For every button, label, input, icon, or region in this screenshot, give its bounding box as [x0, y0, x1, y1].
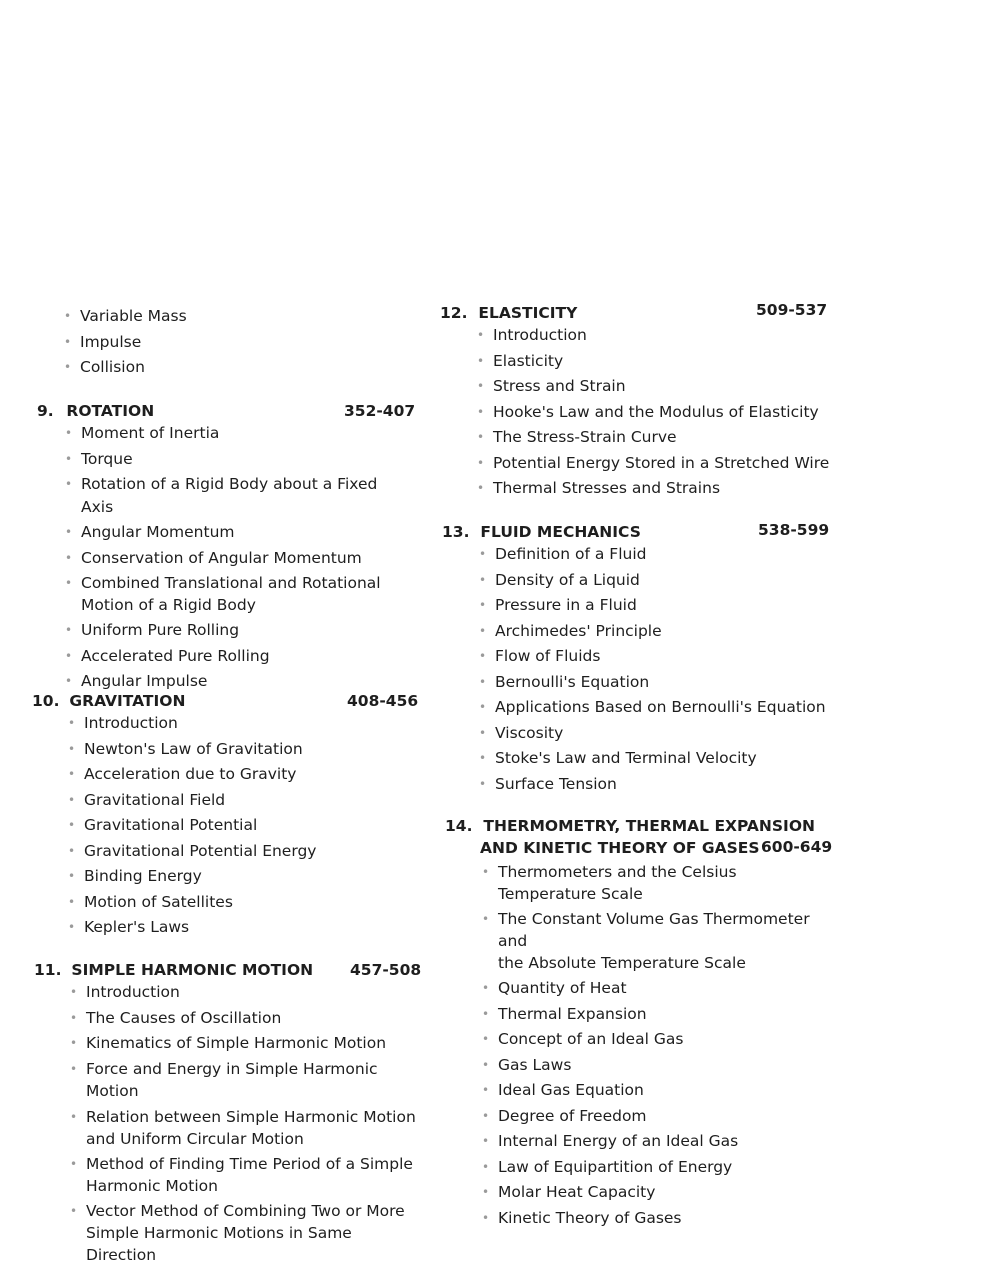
toc-item: • Kinetic Theory of Gases	[480, 1207, 835, 1230]
toc-item: • Angular Momentum	[63, 521, 412, 544]
toc-item: • Introduction	[475, 324, 830, 347]
toc-item: • Potential Energy Stored in a Stretched Wire	[475, 452, 830, 475]
toc-item: • Moment of Inertia	[63, 422, 412, 445]
toc-item: • Conservation of Angular Momentum	[63, 547, 412, 570]
toc-item: • Stress and Strain	[475, 375, 830, 398]
section-number: 12.	[440, 304, 468, 322]
section-heading	[445, 815, 835, 837]
toc-item: • Introduction	[68, 981, 419, 1004]
toc-item: • The Causes of Oscillation	[68, 1007, 419, 1030]
toc-item: • Angular Impulse	[63, 670, 412, 693]
toc-item: • Force and Energy in Simple Harmonic Motion	[68, 1058, 419, 1103]
section-rotation	[37, 400, 416, 696]
toc-item: • Pressure in a Fluid	[477, 594, 832, 617]
section-heading	[442, 521, 832, 543]
continued-items	[62, 305, 187, 382]
toc-item: • Stoke's Law and Terminal Velocity	[477, 747, 832, 770]
section-elasticity	[440, 302, 830, 503]
toc-item: • Introduction	[66, 712, 412, 735]
section-thermometry	[445, 815, 835, 1232]
section-heading	[440, 302, 830, 324]
section-pages: 408-456	[347, 692, 419, 710]
toc-item: • Variable Mass	[62, 305, 187, 328]
section-heading	[37, 400, 416, 422]
toc-item: • Vector Method of Combining Two or More Simple Harmonic Motions in Same Direction	[68, 1200, 419, 1266]
section-title: FLUID MECHANICS	[480, 523, 641, 541]
toc-item: • Definition of a Fluid	[477, 543, 832, 566]
toc-item: • Kinematics of Simple Harmonic Motion	[68, 1032, 419, 1055]
toc-item: • Gas Laws	[480, 1054, 835, 1077]
section-pages: 600-649	[761, 838, 833, 856]
section-title: ELASTICITY	[478, 304, 578, 322]
section-title-continued: AND KINETIC THEORY OF GASES	[480, 839, 760, 857]
toc-item: • Collision	[62, 356, 187, 379]
section-heading	[34, 959, 422, 981]
section-number: 10.	[32, 692, 60, 710]
toc-item: • Viscosity	[477, 722, 832, 745]
toc-item: • Thermal Stresses and Strains	[475, 477, 830, 500]
toc-item: • Density of a Liquid	[477, 569, 832, 592]
toc-item: • Quantity of Heat	[480, 977, 835, 1000]
toc-item: • Thermal Expansion	[480, 1003, 835, 1026]
toc-item: • Internal Energy of an Ideal Gas	[480, 1130, 835, 1153]
toc-item: • Degree of Freedom	[480, 1105, 835, 1128]
toc-item: • Surface Tension	[477, 773, 832, 796]
toc-item: • Applications Based on Bernoulli's Equation	[477, 696, 832, 719]
section-pages: 457-508	[350, 961, 422, 979]
section-title: GRAVITATION	[69, 692, 186, 710]
toc-item: • Impulse	[62, 331, 187, 354]
toc-item: • Elasticity	[475, 350, 830, 373]
toc-item: • Hooke's Law and the Modulus of Elasticity	[475, 401, 830, 424]
toc-item: • Motion of Satellites	[66, 891, 412, 914]
section-number: 9.	[37, 402, 54, 420]
section-heading-line2	[445, 837, 835, 859]
toc-item: • Relation between Simple Harmonic Motion and Uniform Circular Motion	[68, 1106, 419, 1150]
toc-item: • The Constant Volume Gas Thermometer and the Absolute Temperature Scale	[480, 908, 835, 974]
section-gravitation	[32, 690, 419, 942]
toc-item: • Kepler's Laws	[66, 916, 412, 939]
toc-item: • Gravitational Potential	[66, 814, 412, 837]
section-pages: 352-407	[344, 402, 416, 420]
toc-item: • Accelerated Pure Rolling	[63, 645, 412, 668]
toc-item: • Acceleration due to Gravity	[66, 763, 412, 786]
toc-item: • Bernoulli's Equation	[477, 671, 832, 694]
toc-item: • Uniform Pure Rolling	[63, 619, 412, 642]
section-title: ROTATION	[66, 402, 155, 420]
section-simple-harmonic-motion	[34, 959, 422, 1269]
section-number: 13.	[442, 523, 470, 541]
toc-item: • Ideal Gas Equation	[480, 1079, 835, 1102]
section-number: 14.	[445, 817, 473, 835]
toc-item: • Torque	[63, 448, 412, 471]
section-number: 11.	[34, 961, 62, 979]
toc-item: • Combined Translational and Rotational Motion of a Rigid Body	[63, 572, 412, 616]
toc-item: • Binding Energy	[66, 865, 412, 888]
toc-item: • Law of Equipartition of Energy	[480, 1156, 835, 1179]
section-pages: 509-537	[756, 301, 828, 319]
section-pages: 538-599	[758, 521, 830, 539]
toc-item: • Concept of an Ideal Gas	[480, 1028, 835, 1051]
toc-item: • Method of Finding Time Period of a Simple Harmonic Motion	[68, 1153, 419, 1197]
section-fluid-mechanics	[442, 521, 832, 798]
toc-item: • Newton's Law of Gravitation	[66, 738, 412, 761]
toc-item: • Gravitational Potential Energy	[66, 840, 412, 863]
toc-item: • Rotation of a Rigid Body about a Fixed Axis	[63, 473, 412, 518]
section-title: SIMPLE HARMONIC MOTION	[71, 961, 314, 979]
toc-item: • Thermometers and the Celsius Temperature Scale	[480, 861, 835, 905]
section-heading	[32, 690, 419, 712]
toc-item: • The Stress-Strain Curve	[475, 426, 830, 449]
toc-item: • Gravitational Field	[66, 789, 412, 812]
toc-item: • Molar Heat Capacity	[480, 1181, 835, 1204]
toc-item: • Flow of Fluids	[477, 645, 832, 668]
section-title: THERMOMETRY, THERMAL EXPANSION	[483, 817, 815, 835]
toc-item: • Archimedes' Principle	[477, 620, 832, 643]
